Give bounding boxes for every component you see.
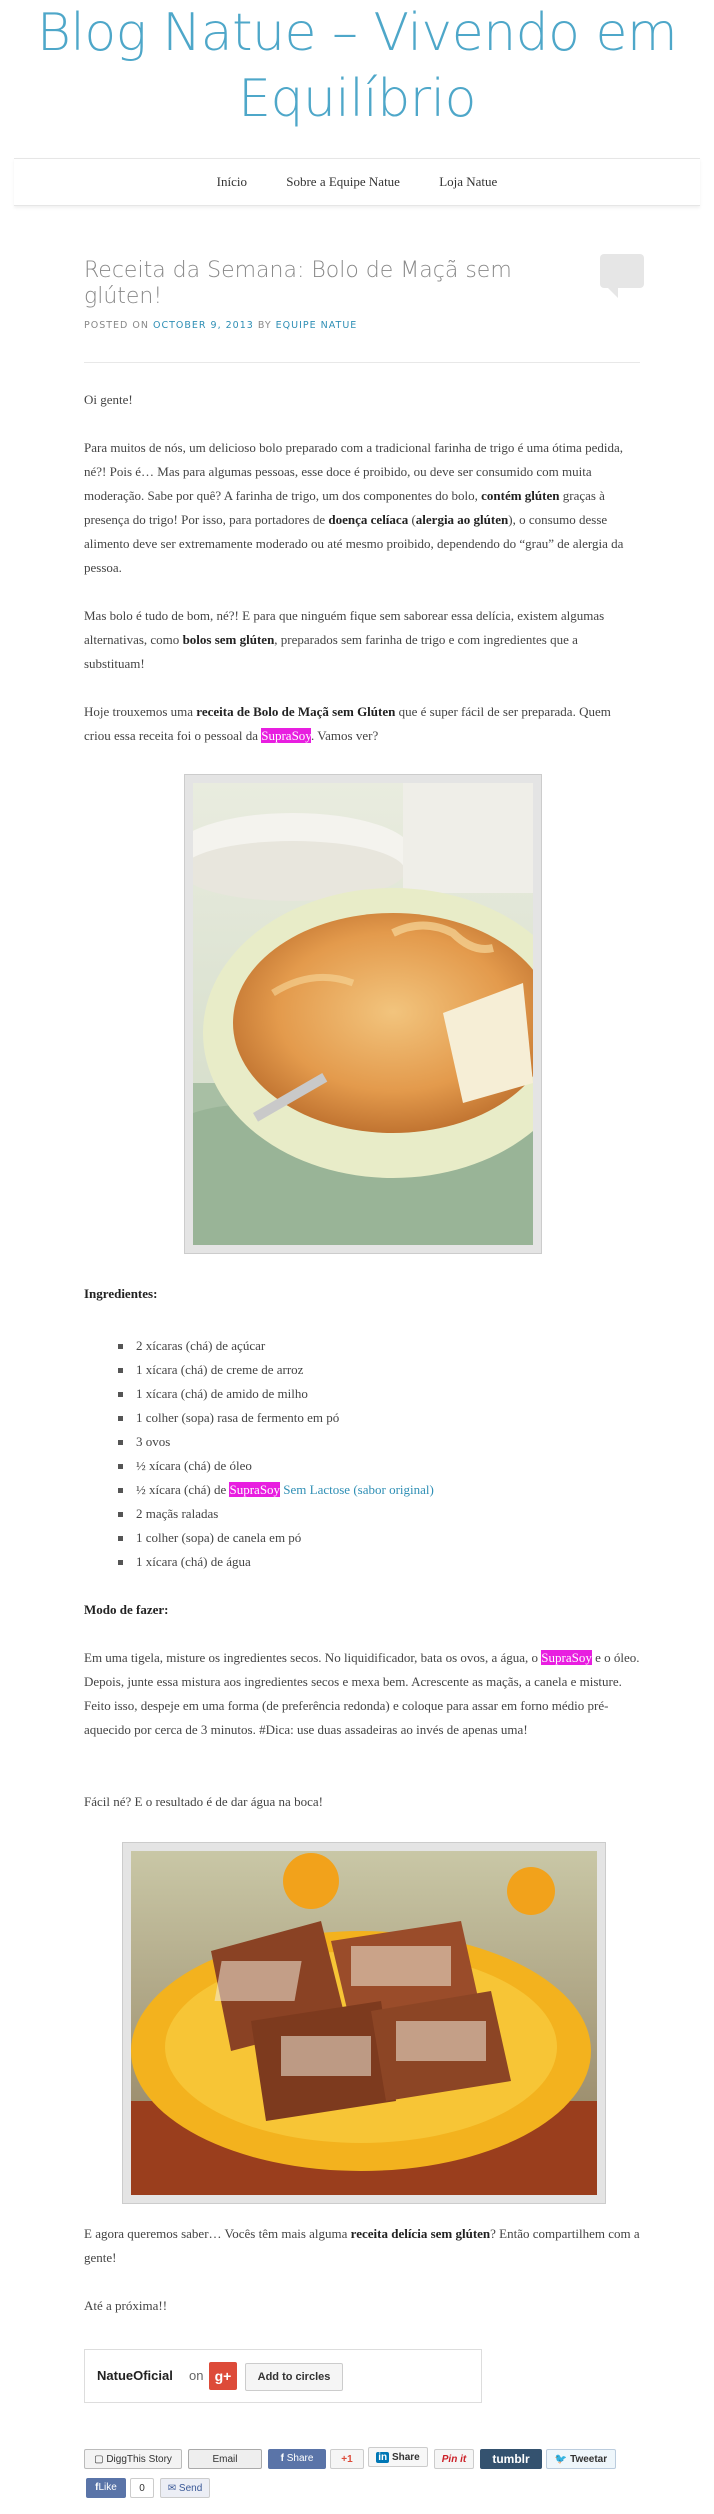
post-meta [84,320,357,331]
nav-item-loja[interactable]: Loja Natue [439,174,498,189]
like-label: Like [98,2482,117,2493]
apple-cake-photo [184,774,542,1254]
facebook-send-button[interactable] [160,2478,210,2498]
greeting: Oi gente! [84,392,133,407]
gplus-one-label: +1 [341,2454,353,2465]
like-count-value: 0 [139,2483,145,2494]
digg-label: DiggThis Story [106,2454,172,2465]
tumblr-label: tumblr [492,2452,530,2466]
p1-text-a: Para muitos de nós, um delicioso bolo preparado com a tradicional farinha de trigo é uma ótima pedida, né?! Pois é… Mas para algumas pessoas, esse doce é proibido, ou deve ser consumido com muita moderação. Sabe por quê? A farinha de trigo, um dos componentes do bolo, [84,440,623,503]
list-item: 1 xícara (chá) de amido de milho [118,1382,434,1406]
facebook-icon: f [95,2482,99,2493]
list-item: 2 maçãs raladas [118,1502,434,1526]
paragraph-2 [84,604,640,676]
p3-text-c: que é super fácil de ser preparada. Quem criou essa receita foi o pessoal da [84,704,611,743]
linkedin-icon: in [378,2452,388,2463]
site-title-line-1: Blog Natue – Vivendo em [36,3,678,63]
send-icon: ✉ [167,2483,177,2494]
google-plus-icon[interactable]: g+ [209,2362,237,2390]
list-item: 1 colher (sopa) de canela em pó [118,1526,434,1550]
google-plus-one-button[interactable] [330,2449,364,2469]
post-author-link[interactable]: EQUIPE NATUE [275,320,358,331]
like-count [130,2478,154,2498]
gplus-name[interactable]: NatueOficial [97,2368,173,2383]
paragraph-6 [84,2222,640,2270]
brownie-image [131,1851,597,2195]
twitter-bird-icon: 🐦 [554,2454,568,2465]
method-heading-text: Modo de fazer: [84,1602,169,1617]
p3-text-a: Hoje trouxemos uma [84,704,197,719]
p1-bold-3: alergia ao glúten [415,512,509,527]
sem-lactose-link[interactable]: Sem Lactose (sabor original) [283,1482,434,1497]
list-item [118,1478,434,1502]
gplus-on: on [189,2368,204,2383]
ing6-text: ½ xícara (chá) de [136,1482,230,1497]
paragraph-7: Até a próxima!! [84,2298,168,2313]
nav-item-sobre[interactable]: Sobre a Equipe Natue [286,174,400,189]
list-item: 2 xícaras (chá) de açúcar [118,1334,434,1358]
brand-link-suprasoy[interactable]: SupraSoy [229,1482,281,1497]
method-paragraph [84,1646,640,1742]
linkedin-share-button[interactable] [368,2447,428,2467]
p2-text-a: Mas bolo é tudo de bom, né?! E para que ninguém fique sem saborear essa delícia, existem algumas alternativas, como [84,608,605,647]
tweet-label: Tweetar [570,2454,608,2465]
main-navigation [14,158,700,206]
add-to-circles-button[interactable]: Add to circles [245,2363,343,2391]
list-item: 3 ovos [118,1430,434,1454]
tweet-button[interactable] [546,2449,616,2469]
ingredients-heading-text: Ingredientes: [84,1286,158,1301]
list-item: 1 colher (sopa) rasa de fermento em pó [118,1406,434,1430]
list-item: 1 xícara (chá) de creme de arroz [118,1358,434,1382]
meta-divider [84,362,640,363]
list-item: 1 xícara (chá) de água [118,1550,434,1574]
google-plus-badge [84,2349,482,2403]
facebook-like-button[interactable] [86,2478,126,2498]
meta-by: BY [257,320,272,331]
list-item: ½ xícara (chá) de óleo [118,1454,434,1478]
site-title[interactable] [0,0,714,132]
brownie-photo [122,1842,606,2204]
p1-text-d: ( [408,512,416,527]
digg-button[interactable] [84,2449,182,2469]
p6-text-a: E agora queremos saber… Vocês têm mais alguma [84,2226,351,2241]
p3-bold: receita de Bolo de Maçã sem Glúten [196,704,396,719]
ingredients-heading [84,1282,640,1306]
meta-prefix: POSTED ON [84,320,149,331]
email-label: Email [212,2454,238,2465]
p2-bold: bolos sem glúten [182,632,275,647]
digg-icon: ▢ [94,2454,104,2465]
method-heading [84,1598,640,1622]
brand-link-suprasoy[interactable]: SupraSoy [261,728,311,743]
method-text-a: Em uma tigela, misture os ingredientes secos. No liquidificador, bata os ovos, a água, o [84,1650,542,1665]
linkedin-label: Share [391,2452,420,2463]
ingredients-list [118,1334,434,1574]
p2-text-c: , preparados sem farinha de trigo e com ingredientes que a substituam! [84,632,578,671]
method-text-b: e o óleo. Depois, junte essa mistura aos ingredientes secos e mexa bem. Acrescente as maçãs, a canela e misture. Feito isso, despeje em uma forma (de preferência redonda) e coloque para assar em forno médio pré-aquecido por cerca de 3 minutos. #Dica: use duas assadeiras ao invés de apenas uma! [84,1650,640,1737]
pinit-label: Pin it [441,2454,467,2465]
p1-text-e: ), o consumo desse alimento deve ser extremamente moderado ou até mesmo proibido, dependendo do “grau” de alergia da pessoa. [84,512,624,575]
send-label: Send [178,2483,203,2494]
post-title[interactable]: Receita da Semana: Bolo de Maçã sem glúten! [84,258,512,309]
email-button[interactable] [188,2449,262,2469]
p3-text-d: . Vamos ver? [310,728,379,743]
brand-link-suprasoy[interactable]: SupraSoy [541,1650,592,1665]
p6-bold: receita delícia sem glúten [350,2226,491,2241]
site-title-line-2: Equilíbrio [238,69,476,129]
p1-bold-2: doença celíaca [328,512,409,527]
facebook-share-button[interactable] [268,2449,326,2469]
nav-item-inicio[interactable]: Início [216,174,247,189]
p6-text-c: ? Então compartilhem com a gente! [84,2226,640,2265]
apple-cake-image [193,783,533,1245]
post-date-link[interactable]: OCTOBER 9, 2013 [153,320,254,331]
pinterest-button[interactable] [434,2449,474,2469]
paragraph-5: Fácil né? E o resultado é de dar água na boca! [84,1794,323,1809]
fb-share-label: Share [286,2453,314,2464]
tumblr-button[interactable] [480,2449,542,2469]
comment-bubble-icon[interactable] [600,254,644,288]
paragraph-3 [84,700,640,748]
paragraph-1 [84,436,640,580]
facebook-icon: f [280,2453,284,2464]
p1-text-c: graças à presença do trigo! Por isso, para portadores de [84,488,605,527]
p1-bold-1: contém glúten [481,488,560,503]
